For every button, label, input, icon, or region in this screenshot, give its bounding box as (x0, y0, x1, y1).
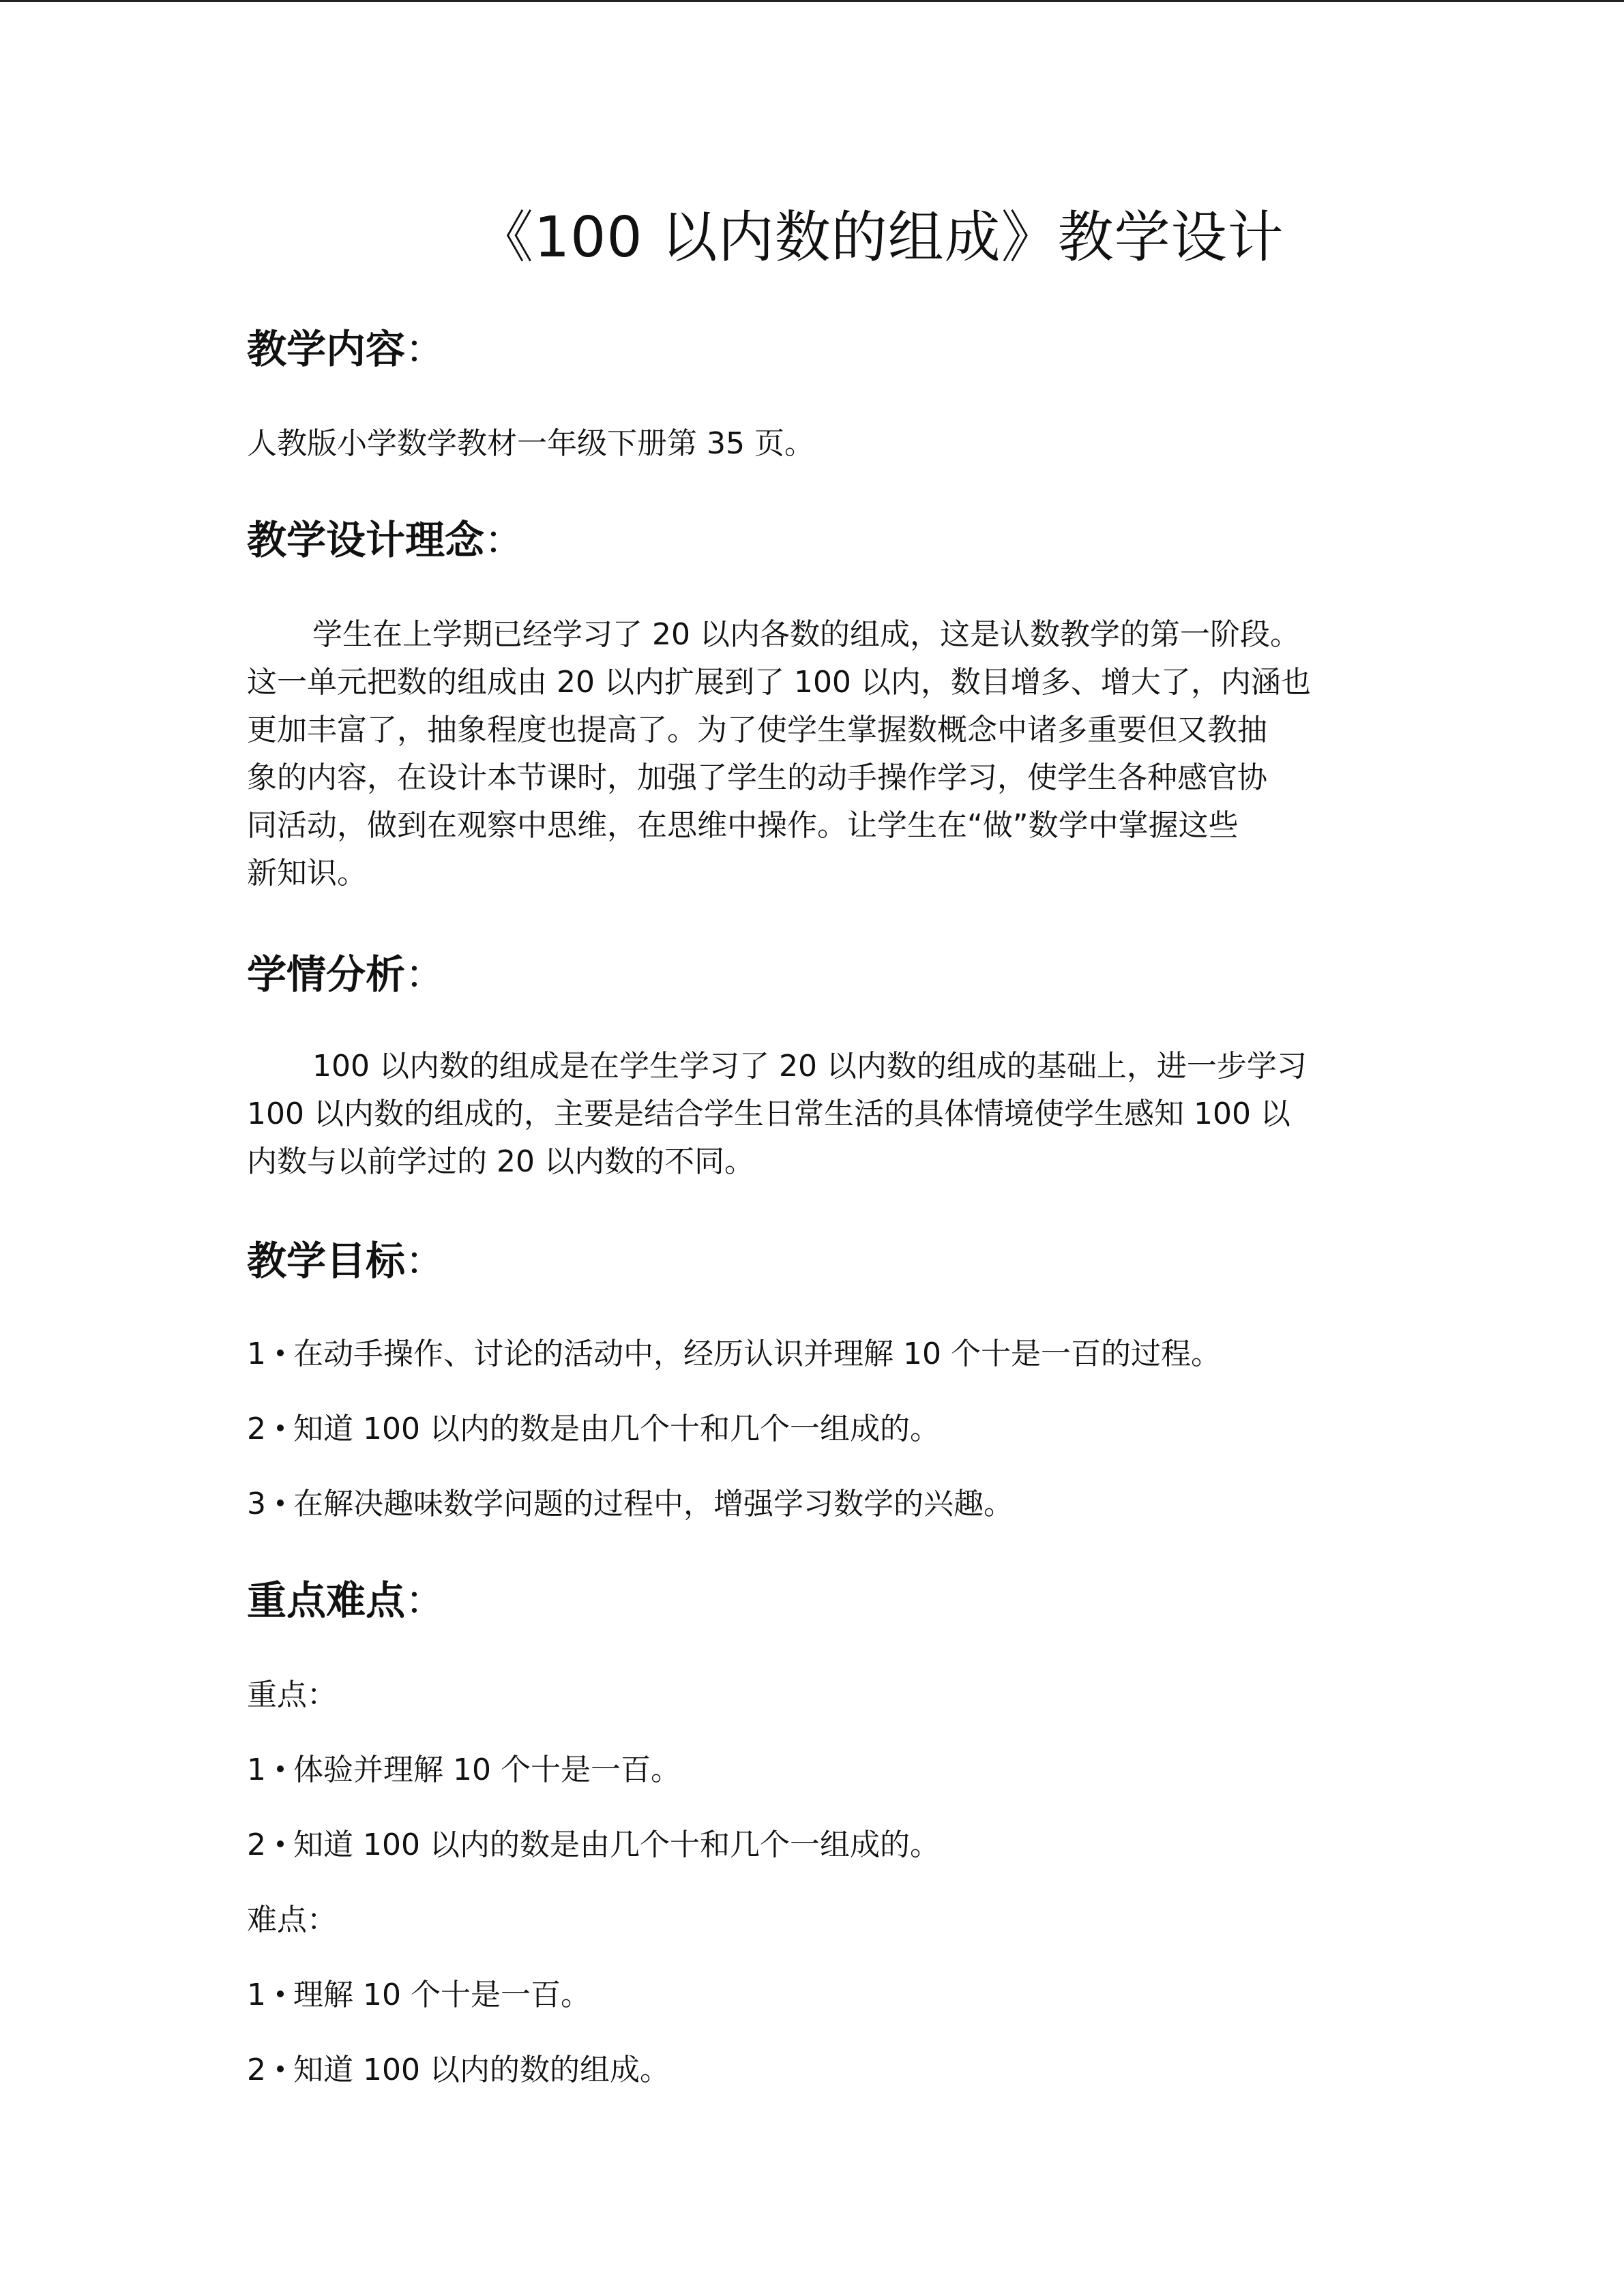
bullet-dot-icon (277, 1840, 284, 1847)
list-number: 3 (247, 1487, 266, 1521)
list-text: 知道 100 以内的数是由几个十和几个一组成的。 (293, 1828, 940, 1862)
bullet-dot-icon (277, 1350, 284, 1356)
analysis-line: 内数与以前学过的 20 以内数的不同。 (247, 1144, 754, 1179)
list-number: 1 (247, 1337, 266, 1371)
list-text: 知道 100 以内的数的组成。 (293, 2053, 670, 2087)
section-heading-content (247, 326, 445, 374)
concept-line: 新知识。 (247, 856, 367, 891)
heading-colon: ： (405, 1577, 445, 1624)
list-text: 体验并理解 10 个十是一百。 (293, 1753, 681, 1787)
concept-line: 同活动，做到在观察中思维，在思维中操作。让学生在“做”数学中掌握这些 (247, 808, 1239, 843)
list-number: 2 (247, 2053, 266, 2087)
section-heading-keypoints (247, 1577, 445, 1625)
heading-colon: ： (484, 517, 525, 563)
bullet-dot-icon (277, 1425, 284, 1431)
concept-line: 学生在上学期已经学习了 20 以内各数的组成，这是认数教学的第一阶段。 (312, 617, 1300, 652)
goal-item (247, 1337, 1221, 1373)
heading-colon: ： (405, 1238, 445, 1284)
heading-text: 教学设计理念 (247, 517, 485, 563)
key-item (247, 1753, 681, 1789)
heading-colon: ： (405, 326, 445, 372)
heading-colon: ： (405, 951, 445, 998)
bullet-dot-icon (277, 1991, 284, 1997)
bullet-dot-icon (277, 1500, 284, 1506)
section-heading-concept (247, 517, 524, 565)
key-label: 重点： (247, 1678, 337, 1712)
list-number: 1 (247, 1978, 266, 2012)
concept-line: 更加丰富了，抽象程度也提高了。为了使学生掌握数概念中诸多重要但又教抽 (247, 713, 1267, 747)
goal-item (247, 1412, 940, 1448)
analysis-line: 100 以内数的组成的，主要是结合学生日常生活的具体情境使学生感知 100 以 (247, 1097, 1290, 1131)
content-text: 人教版小学数学教材一年级下册第 35 页。 (247, 426, 814, 461)
list-number: 2 (247, 1828, 266, 1862)
difficult-item (247, 2053, 670, 2089)
list-text: 在动手操作、讨论的活动中，经历认识并理解 10 个十是一百的过程。 (293, 1337, 1221, 1371)
concept-line: 象的内容，在设计本节课时，加强了学生的动手操作学习，使学生各种感官协 (247, 760, 1267, 795)
top-border-rule (0, 0, 1624, 2)
heading-text: 教学目标 (247, 1238, 406, 1284)
heading-text: 教学内容 (247, 326, 406, 372)
section-heading-goals (247, 1238, 445, 1285)
list-number: 1 (247, 1753, 266, 1787)
heading-text: 重点难点 (247, 1577, 406, 1624)
list-text: 在解决趣味数学问题的过程中，增强学习数学的兴趣。 (293, 1487, 1014, 1521)
bullet-dot-icon (277, 1765, 284, 1772)
bullet-dot-icon (277, 2066, 284, 2072)
concept-line: 这一单元把数的组成由 20 以内扩展到了 100 以内，数目增多、增大了，内涵也 (247, 665, 1311, 700)
list-text: 知道 100 以内的数是由几个十和几个一组成的。 (293, 1412, 940, 1446)
difficult-item (247, 1978, 591, 2014)
list-text: 理解 10 个十是一百。 (293, 1978, 591, 2012)
goal-item (247, 1487, 1014, 1523)
list-number: 2 (247, 1412, 266, 1446)
heading-text: 学情分析 (247, 951, 406, 998)
section-heading-analysis (247, 951, 445, 999)
analysis-line: 100 以内数的组成是在学生学习了 20 以内数的组成的基础上，进一步学习 (312, 1049, 1307, 1084)
difficult-label: 难点： (247, 1903, 337, 1937)
key-item (247, 1828, 940, 1864)
document-title: 《100 以内数的组成》教学设计 (477, 205, 1284, 270)
